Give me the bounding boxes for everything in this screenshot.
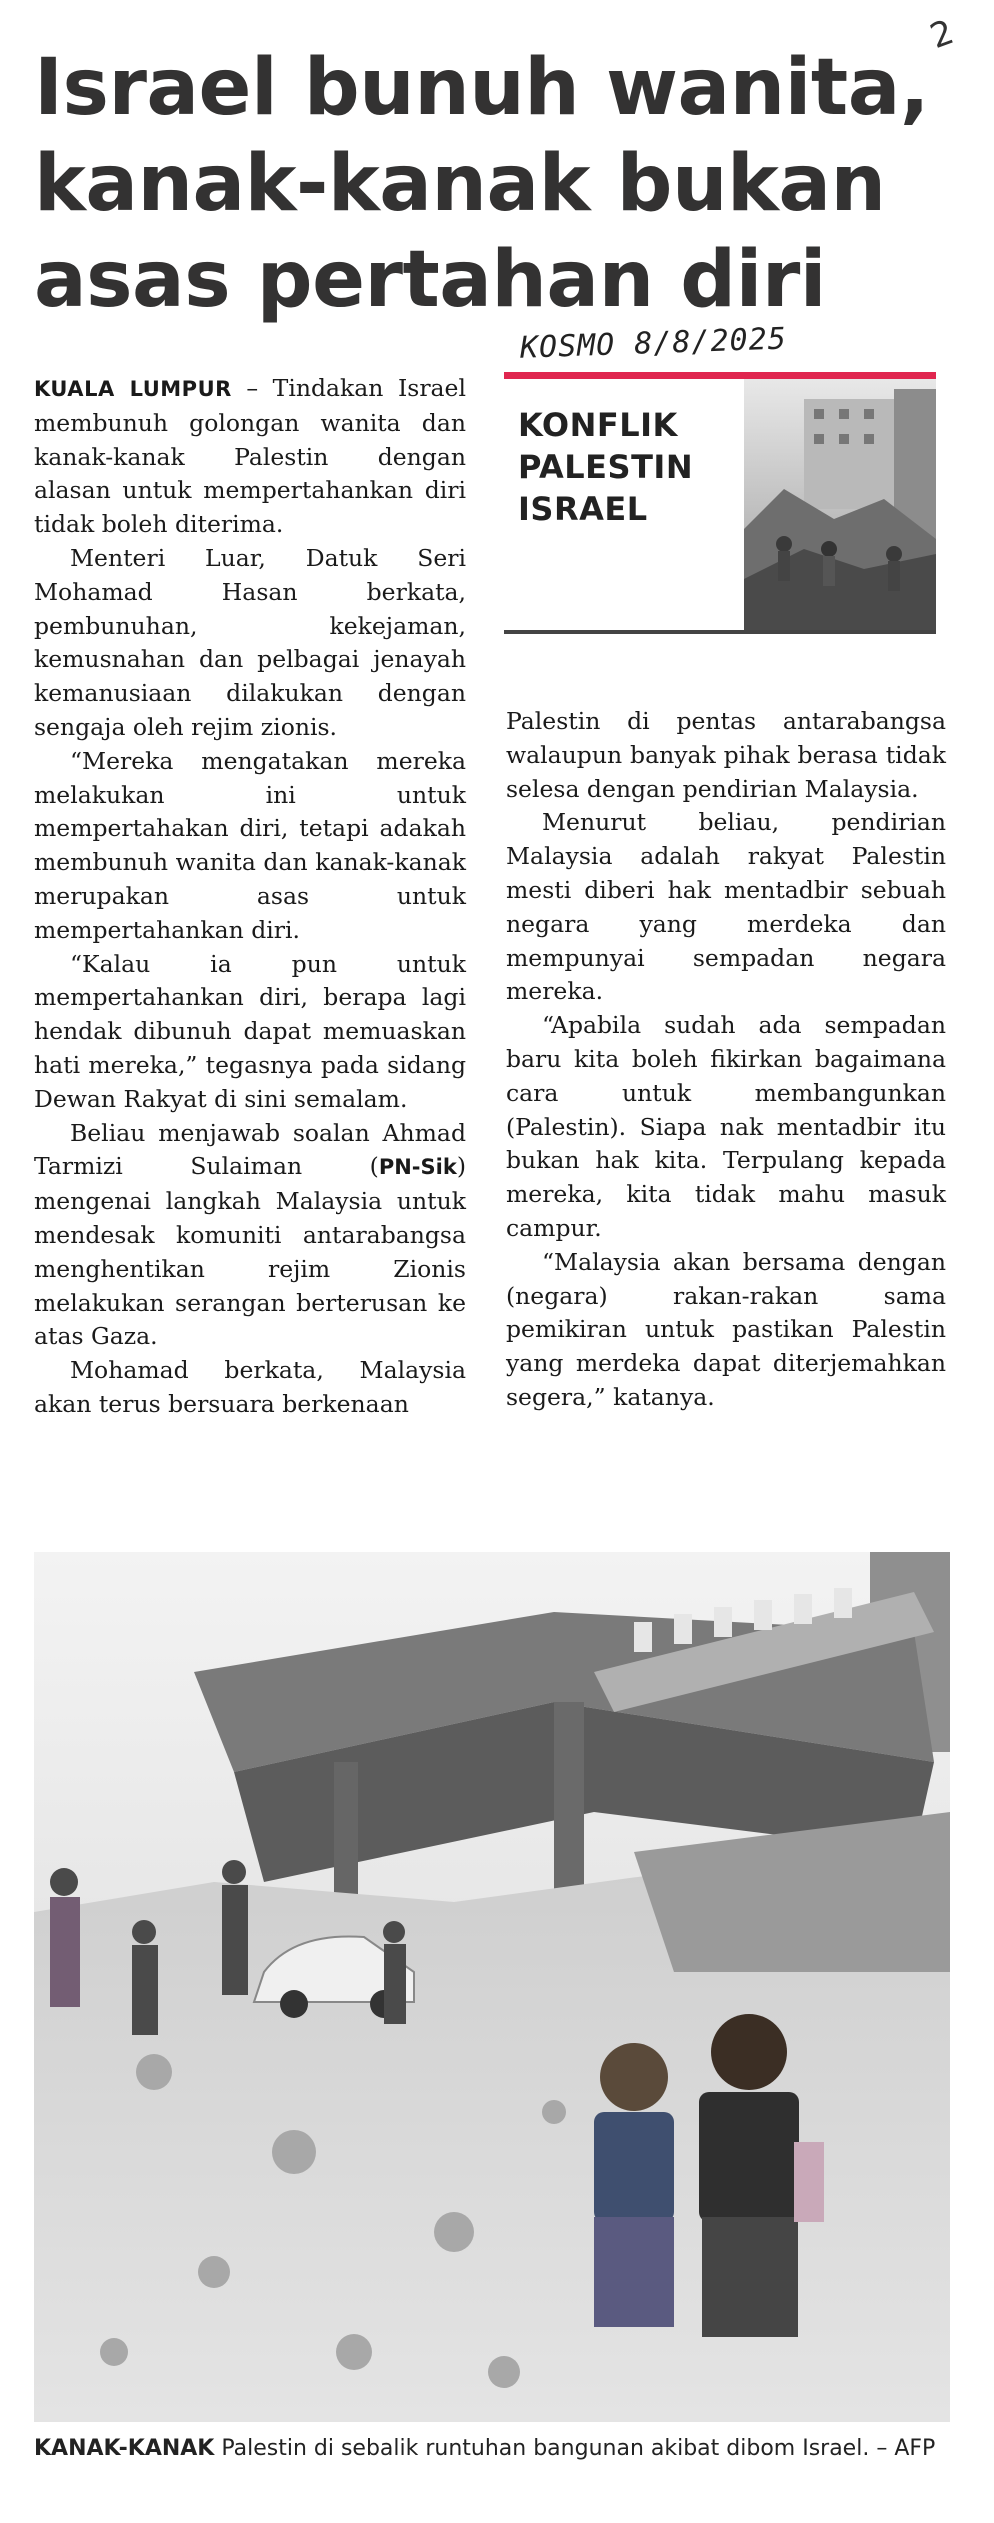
article-column-1 xyxy=(34,372,466,1422)
paragraph-text: Beliau menjawab soalan Ahmad Tarmizi Sulaiman ( xyxy=(34,1118,466,1181)
rubric-photo xyxy=(744,379,936,634)
paragraph-text: Tindakan Israel membunuh golongan wanita dan kanak-kanak Palestin dengan alasan untuk mempertahankan diri tidak boleh diterima. xyxy=(34,374,466,539)
headline-line-3: asas pertahan diri xyxy=(34,235,827,325)
main-photo xyxy=(34,1552,950,2422)
article-paragraph: Menurut beliau, pendirian Malaysia adalah rakyat Palestin mesti diberi hak mentadbir sebuah negara yang merdeka dan mempunyai sempadan negara mereka. xyxy=(506,808,946,1006)
article-paragraph: Menteri Luar, Datuk Seri Mohamad Hasan berkata, pembunuhan, kekejaman, kemusnahan dan pelbagai jenayah kemanusiaan dilakukan dengan sengaja oleh rejim zionis. xyxy=(34,543,466,741)
rubric-line-1: KONFLIK xyxy=(518,406,678,444)
photo-caption xyxy=(34,2433,950,2465)
paragraph-text: ) mengenai langkah Malaysia untuk mendesak komuniti antarabangsa menghentikan rejim Zionis melakukan serangan berterusan ke atas Gaza. xyxy=(34,1152,466,1351)
headline-line-1: Israel bunuh wanita, xyxy=(34,43,929,133)
article-column-2 xyxy=(506,705,946,1415)
headline xyxy=(34,40,954,328)
dateline-dash: – xyxy=(231,374,273,402)
rubric-accent-bar xyxy=(504,372,936,379)
headline-line-2: kanak-kanak bukan xyxy=(34,139,886,229)
article-paragraph: Palestin di pentas antarabangsa walaupun banyak pihak berasa tidak selesa dengan pendirian Malaysia. xyxy=(506,707,946,803)
article-paragraph xyxy=(34,372,466,542)
page-mark: 2 xyxy=(924,12,959,58)
article-paragraph: “Malaysia akan bersama dengan (negara) rakan-rakan sama pemikiran untuk pastikan Palestin yang merdeka dapat diterjemahkan segera,” katanya. xyxy=(506,1247,946,1411)
article-paragraph: “Kalau ia pun untuk mempertahankan diri, berapa lagi hendak dibunuh dapat memuaskan hati mereka,” tegasnya pada sidang Dewan Rakyat di sini semalam. xyxy=(34,949,466,1113)
article-paragraph: “Apabila sudah ada sempadan baru kita boleh fikirkan bagaimana cara untuk membangunkan (Palestin). Siapa nak mentadbir itu bukan hak kita. Terpulang kepada mereka, kita tidak mahu masuk campur. xyxy=(506,1011,946,1242)
rubric-line-2: PALESTIN xyxy=(518,448,694,486)
rubric-box xyxy=(504,372,936,634)
rubric-title xyxy=(518,404,738,530)
caption-bold-lead: KANAK-KANAK xyxy=(34,2436,215,2461)
article-paragraph: “Mereka mengatakan mereka melakukan ini untuk mempertahakan diri, tetapi adakah membunuh wanita dan kanak-kanak merupakan asas untuk mempertahankan diri. xyxy=(34,746,466,944)
dateline: KUALA LUMPUR xyxy=(34,377,232,401)
rubric-line-3: ISRAEL xyxy=(518,490,648,528)
rubric-bottom-rule xyxy=(504,630,936,634)
article-paragraph: Mohamad berkata, Malaysia akan terus bersuara berkenaan xyxy=(34,1356,466,1418)
article-paragraph xyxy=(34,1117,466,1355)
caption-text: Palestin di sebalik runtuhan bangunan akibat dibom Israel. xyxy=(214,2436,870,2461)
constituency-bold: PN-Sik xyxy=(378,1155,457,1180)
handwritten-date-note: KOSMO 8/8/2025 xyxy=(519,321,788,366)
caption-credit: – AFP xyxy=(869,2436,936,2461)
